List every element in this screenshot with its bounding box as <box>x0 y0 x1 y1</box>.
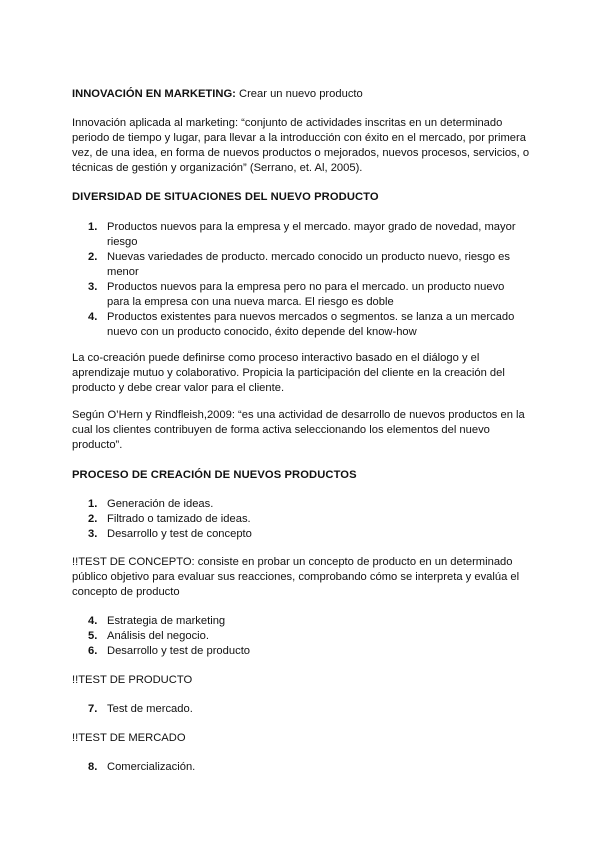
list-text: Filtrado o tamizado de ideas. <box>107 513 251 525</box>
section1-heading: DIVERSIDAD DE SITUACIONES DEL NUEVO PRODUCTO <box>72 191 379 203</box>
list-number: 3. <box>88 528 98 540</box>
list-text: Desarrollo y test de concepto <box>107 528 252 540</box>
test-product-line: !!TEST DE PRODUCTO <box>72 674 193 686</box>
list-number: 5. <box>88 630 98 642</box>
list-text: Comercialización. <box>107 761 196 773</box>
list-text: Test de mercado. <box>107 703 193 715</box>
list-item <box>88 512 528 527</box>
list-number: 2. <box>88 251 98 263</box>
section2-list-a <box>88 497 528 542</box>
title-bold: INNOVACIÓN EN MARKETING: <box>72 88 236 100</box>
list-text: Nuevas variedades de producto. mercado conocido un producto nuevo, riesgo es menor <box>107 251 511 278</box>
list-item <box>88 629 528 644</box>
section2-list-d <box>88 760 528 775</box>
list-number: 7. <box>88 703 98 715</box>
list-number: 2. <box>88 513 98 525</box>
list-text: Productos nuevos para la empresa pero no para el mercado. un producto nuevo para la empresa con una nueva marca. El riesgo es doble <box>107 281 505 308</box>
section1-list <box>88 220 528 340</box>
list-item <box>88 497 528 512</box>
list-text: Análisis del negocio. <box>107 630 209 642</box>
list-item <box>88 527 528 542</box>
intro-paragraph: Innovación aplicada al marketing: “conjunto de actividades inscritas en un determinado periodo de tiempo y lugar, para llevar a la introducción con éxito en el mercado, por primera vez, de una idea, en forma de nuevos productos o mejorados, nuevos procesos, servicios, o técnicas de gestión y organización” (Serrano, et. Al, 2005). <box>72 117 530 174</box>
list-number: 3. <box>88 281 98 293</box>
test-market-line: !!TEST DE MERCADO <box>72 732 186 744</box>
document-title <box>72 87 363 102</box>
list-number: 6. <box>88 645 98 657</box>
list-text: Productos existentes para nuevos mercados o segmentos. se lanza a un mercado nuevo con un producto conocido, éxito depende del know-how <box>107 311 515 338</box>
list-number: 1. <box>88 221 98 233</box>
list-item <box>88 220 528 250</box>
list-text: Desarrollo y test de producto <box>107 645 251 657</box>
list-number: 1. <box>88 498 98 510</box>
list-text: Generación de ideas. <box>107 498 214 510</box>
cocreation-paragraph: La co-creación puede definirse como proceso interactivo basado en el diálogo y el aprendizaje mutuo y colaborativo. Propicia la participación del cliente en la creación del producto y debe crear valor para el cliente. <box>72 352 505 394</box>
section2-heading: PROCESO DE CREACIÓN DE NUEVOS PRODUCTOS <box>72 469 357 481</box>
title-rest: Crear un nuevo producto <box>235 88 363 100</box>
list-text: Estrategia de marketing <box>107 615 226 627</box>
quote-paragraph: Según O’Hern y Rindfleish,2009: “es una actividad de desarrollo de nuevos productos en la cual los clientes contribuyen de forma activa seleccionando los elementos del nuevo producto”. <box>72 409 525 451</box>
list-number: 4. <box>88 311 98 323</box>
section2-list-c <box>88 702 528 717</box>
list-item <box>88 644 528 659</box>
list-number: 4. <box>88 615 98 627</box>
list-text: Productos nuevos para la empresa y el mercado. mayor grado de novedad, mayor riesgo <box>107 221 516 248</box>
list-item <box>88 280 528 310</box>
list-item <box>88 614 528 629</box>
list-item <box>88 310 528 340</box>
list-number: 8. <box>88 761 98 773</box>
section2-list-b <box>88 614 528 659</box>
list-item <box>88 702 528 717</box>
list-item <box>88 250 528 280</box>
test-concept-paragraph: !!TEST DE CONCEPTO: consiste en probar un concepto de producto en un determinado público objetivo para evaluar sus reacciones, comprobando cómo se interpreta y evalúa el concepto de producto <box>72 556 520 598</box>
list-item <box>88 760 528 775</box>
